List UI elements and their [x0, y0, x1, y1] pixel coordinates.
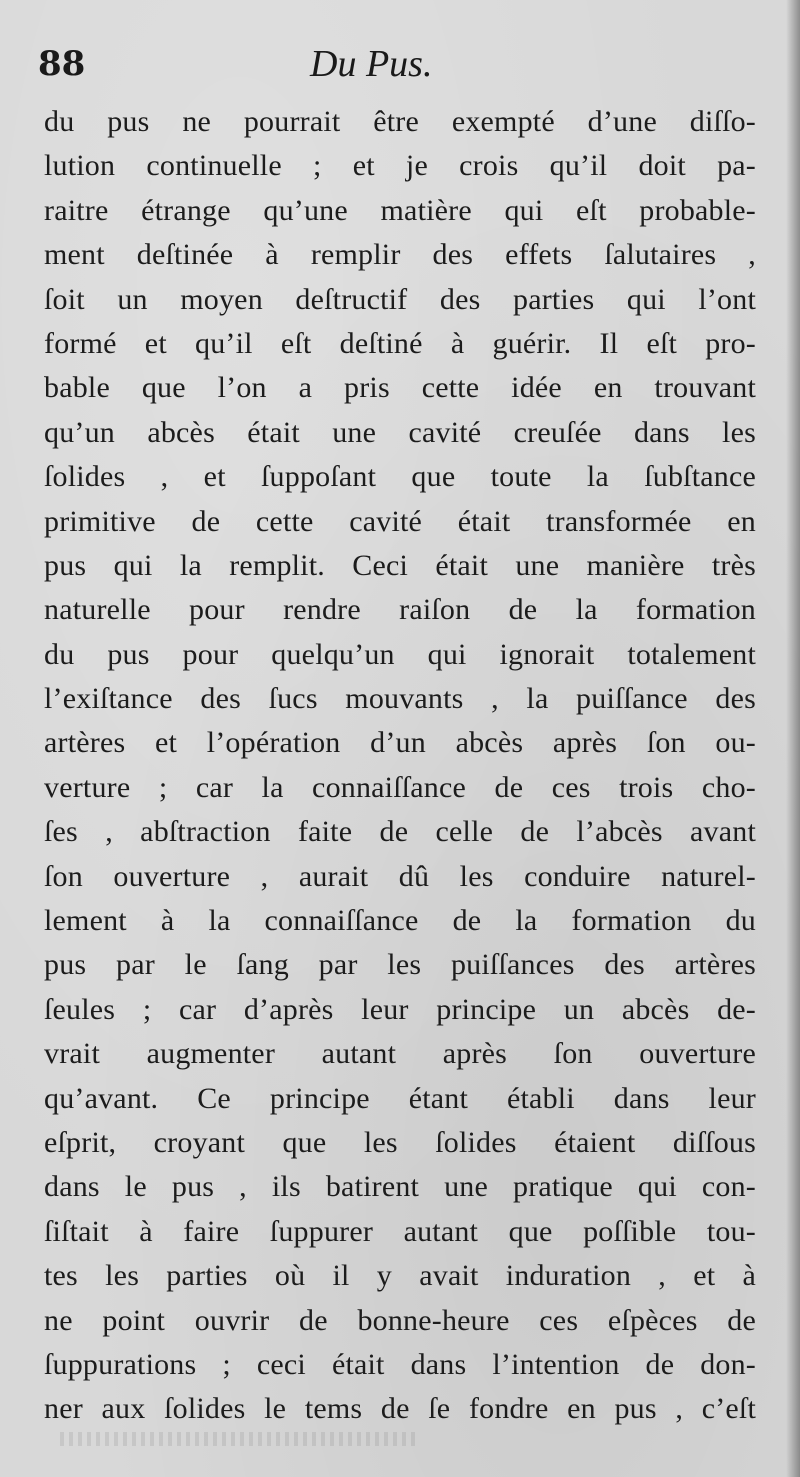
- text-line: ſon ouverture , aurait dû les conduire naturel-: [44, 859, 756, 893]
- body-text: [44, 100, 756, 1432]
- page-header: [38, 40, 758, 100]
- text-line: lement à la connaiſſance de la formation du: [44, 904, 756, 938]
- text-line: raitre étrange qu’une matière qui eſt probable-: [44, 193, 756, 227]
- text-line: pus qui la remplit. Ceci était une manière très: [44, 548, 756, 582]
- text-line: ment deſtinée à remplir des effets ſalutaires ,: [44, 238, 756, 272]
- text-line: naturelle pour rendre raiſon de la formation: [44, 593, 756, 627]
- text-line: dans le pus , ils batirent une pratique qui con-: [44, 1170, 756, 1204]
- text-line: tes les parties où il y avait induration , et à: [44, 1259, 756, 1293]
- text-line: ſoit un moyen deſtructif des parties qui l’ont: [44, 282, 756, 316]
- text-line: verture ; car la connaiſſance de ces trois cho-: [44, 770, 756, 804]
- running-title: Du Pus.: [310, 43, 433, 85]
- text-line: artères et l’opération d’un abcès après ſon ou-: [44, 726, 756, 760]
- text-line: qu’un abcès était une cavité creuſée dans les: [44, 415, 756, 449]
- text-line: ner aux ſolides le tems de ſe fondre en pus , c’eſt: [44, 1392, 756, 1426]
- text-line: bable que l’on a pris cette idée en trouvant: [44, 371, 756, 405]
- text-line: eſprit, croyant que les ſolides étaient diſſous: [44, 1125, 756, 1159]
- text-line: ſuppurations ; ceci était dans l’intention de don-: [44, 1347, 756, 1381]
- text-line: primitive de cette cavité était transformée en: [44, 504, 756, 538]
- text-line: ne point ouvrir de bonne-heure ces eſpèces de: [44, 1303, 756, 1337]
- page-number: 88: [38, 44, 86, 84]
- text-line: l’exiſtance des ſucs mouvants , la puiſſance des: [44, 682, 756, 716]
- text-line: formé et qu’il eſt deſtiné à guérir. Il eſt pro-: [44, 326, 756, 360]
- text-line: vrait augmenter autant après ſon ouverture: [44, 1037, 756, 1071]
- text-line: lution continuelle ; et je crois qu’il doit pa-: [44, 149, 756, 183]
- text-line: ſiſtait à faire ſuppurer autant que poſſible tou-: [44, 1214, 756, 1248]
- text-line: qu’avant. Ce principe étant établi dans leur: [44, 1081, 756, 1115]
- text-line: ſes , abſtraction faite de celle de l’abcès avant: [44, 815, 756, 849]
- text-line: du pus ne pourrait être exempté d’une diſſo-: [44, 105, 756, 138]
- text-line: du pus pour quelqu’un qui ignorait totalement: [44, 637, 756, 671]
- text-line: ſeules ; car d’après leur principe un abcès de-: [44, 992, 756, 1026]
- text-line: pus par le ſang par les puiſſances des artères: [44, 948, 756, 982]
- text-line: ſolides , et ſuppoſant que toute la ſubſtance: [44, 460, 756, 494]
- bleed-through-smudge: [60, 1432, 420, 1446]
